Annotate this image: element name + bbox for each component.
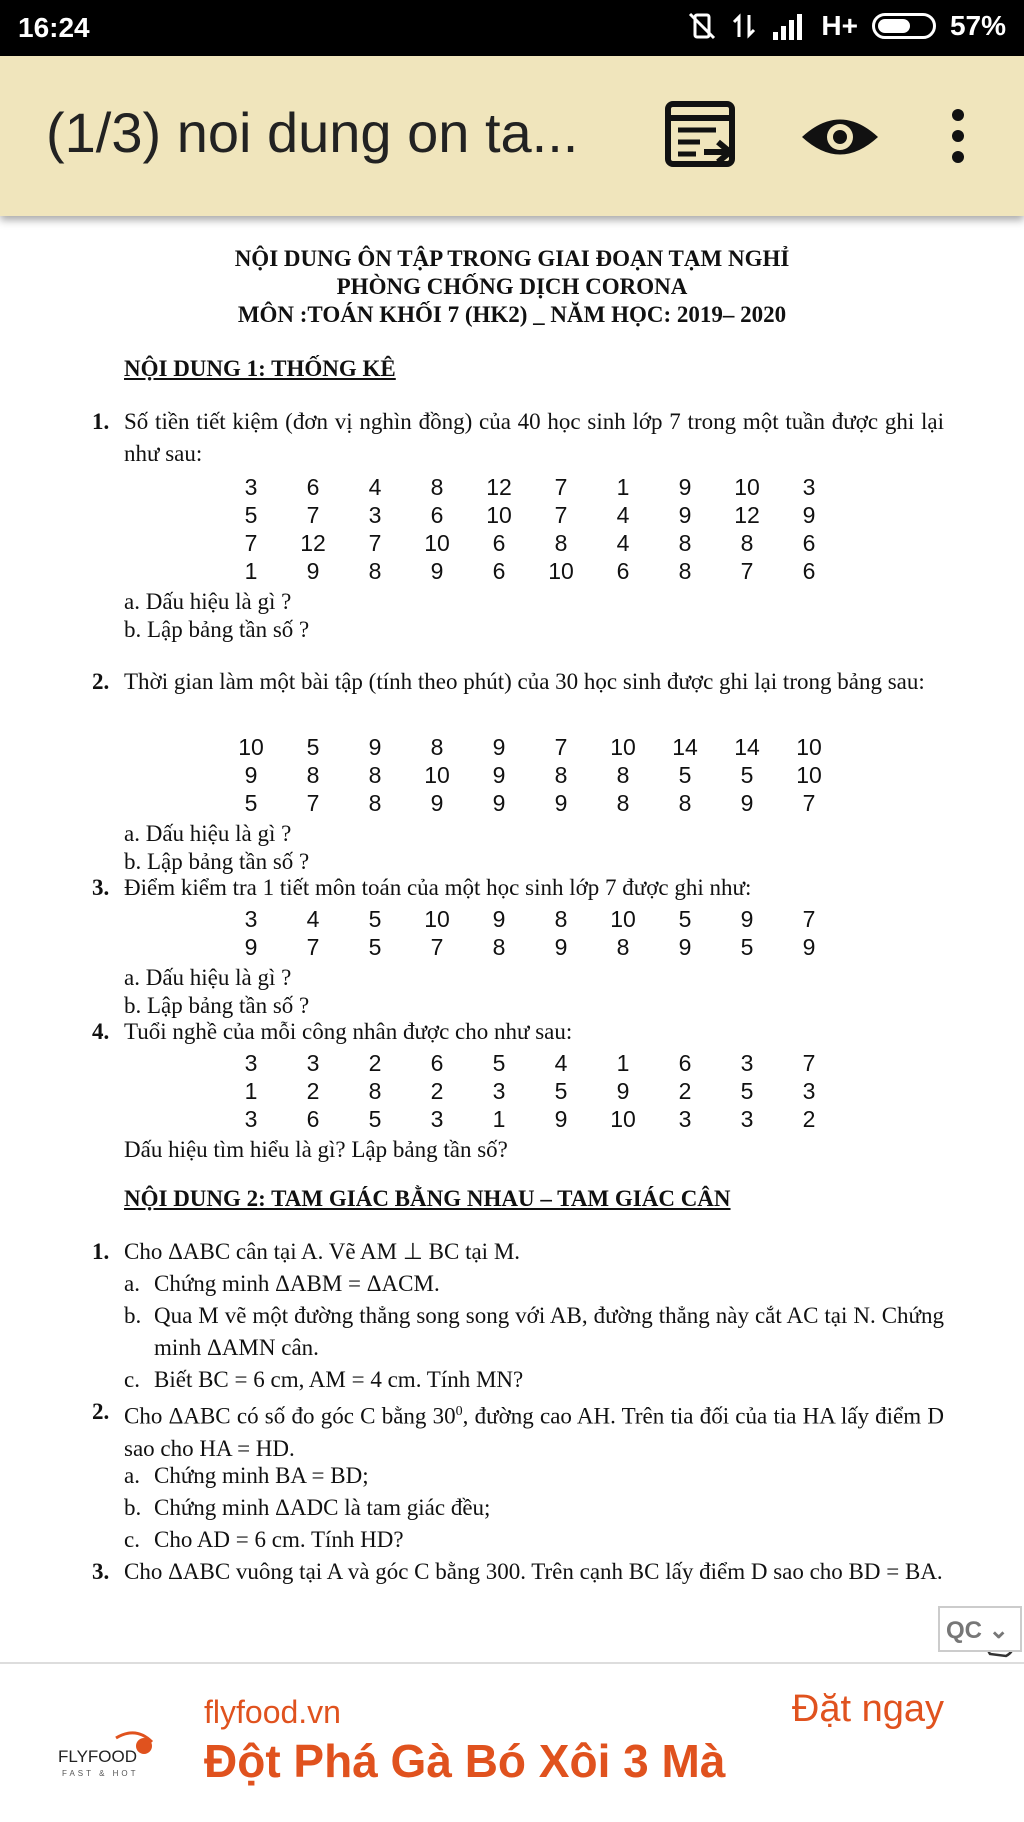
grid-cell: 5 xyxy=(244,502,258,528)
grid-row xyxy=(220,790,840,818)
part-text: Chứng minh BA = BD; xyxy=(154,1463,369,1488)
data-transfer-icon xyxy=(731,11,757,41)
grid-cell: 8 xyxy=(616,762,630,788)
grid-cell: 3 xyxy=(740,1106,754,1132)
grid-cell: 8 xyxy=(616,790,630,816)
grid-cell: 8 xyxy=(306,762,320,788)
grid-row xyxy=(220,530,840,558)
grid-cell: 5 xyxy=(678,906,692,932)
grid-cell: 9 xyxy=(554,790,568,816)
grid-row xyxy=(220,474,840,502)
s1-q2-part-b: b. Lập bảng tần số ? xyxy=(124,849,310,874)
grid-cell: 12 xyxy=(734,502,760,528)
grid-cell: 10 xyxy=(610,906,636,932)
grid-cell: 14 xyxy=(734,734,760,760)
grid-cell: 9 xyxy=(492,734,506,760)
grid-cell: 3 xyxy=(244,906,258,932)
s2-q2-part-b xyxy=(124,1492,944,1524)
s1-question-2 xyxy=(92,666,944,698)
grid-cell: 9 xyxy=(740,790,754,816)
grid-cell: 8 xyxy=(554,530,568,556)
grid-cell: 5 xyxy=(554,1078,568,1104)
ad-domain[interactable]: flyfood.vn xyxy=(204,1694,341,1730)
grid-cell: 8 xyxy=(554,906,568,932)
ad-banner[interactable] xyxy=(0,1662,1024,1822)
grid-cell: 1 xyxy=(244,558,258,584)
grid-cell: 3 xyxy=(244,1106,258,1132)
grid-cell: 2 xyxy=(430,1078,444,1104)
grid-cell: 10 xyxy=(734,474,760,500)
grid-cell: 7 xyxy=(802,790,816,816)
grid-cell: 8 xyxy=(740,530,754,556)
s2-question-3 xyxy=(92,1556,944,1588)
grid-cell: 3 xyxy=(492,1078,506,1104)
grid-cell: 4 xyxy=(616,530,630,556)
grid-cell: 9 xyxy=(430,790,444,816)
question-text xyxy=(124,1396,944,1465)
grid-cell: 12 xyxy=(486,474,512,500)
grid-cell: 4 xyxy=(616,502,630,528)
grid-cell: 9 xyxy=(244,934,258,960)
grid-cell: 5 xyxy=(740,762,754,788)
grid-cell: 1 xyxy=(492,1106,506,1132)
grid-cell: 3 xyxy=(802,474,816,500)
grid-cell: 8 xyxy=(678,558,692,584)
grid-cell: 9 xyxy=(430,558,444,584)
question-number: 1. xyxy=(92,409,110,434)
grid-row xyxy=(220,1050,840,1078)
s1-q3-part-a: a. Dấu hiệu là gì ? xyxy=(124,965,292,990)
grid-cell: 7 xyxy=(306,502,320,528)
grid-cell: 5 xyxy=(368,906,382,932)
s1-question-3 xyxy=(92,872,944,904)
grid-cell: 5 xyxy=(740,934,754,960)
grid-cell: 9 xyxy=(492,906,506,932)
grid-cell: 7 xyxy=(554,734,568,760)
grid-cell: 10 xyxy=(238,734,264,760)
flyfood-logo xyxy=(56,1724,166,1784)
s1-q3-part-b: b. Lập bảng tần số ? xyxy=(124,993,310,1018)
logo-text: FLYFOOD xyxy=(58,1747,138,1766)
grid-cell: 7 xyxy=(368,530,382,556)
grid-cell: 9 xyxy=(678,934,692,960)
grid-cell: 5 xyxy=(492,1050,506,1076)
s2-q1-part-b xyxy=(124,1300,944,1364)
part-text: Chứng minh ΔABM = ΔACM. xyxy=(154,1271,440,1296)
document-page[interactable] xyxy=(0,216,1024,1660)
grid-cell: 6 xyxy=(430,502,444,528)
doc-heading-3: MÔN :TOÁN KHỐI 7 (HK2) _ NĂM HỌC: 2019– 2020 xyxy=(237,302,787,327)
grid-cell: 10 xyxy=(548,558,574,584)
grid-cell: 6 xyxy=(492,558,506,584)
grid-cell: 8 xyxy=(430,734,444,760)
question-text: Thời gian làm một bài tập (tính theo phút) của 30 học sinh được ghi lại trong bảng sau: xyxy=(124,669,925,694)
grid-cell: 6 xyxy=(492,530,506,556)
grid-cell: 5 xyxy=(368,934,382,960)
chevron-down-icon: ⌄ xyxy=(988,1617,1009,1644)
s2-q1-part-c xyxy=(124,1364,944,1396)
grid-cell: 1 xyxy=(616,1050,630,1076)
grid-cell: 9 xyxy=(492,790,506,816)
doc-export-icon[interactable] xyxy=(664,100,740,176)
question-text-post: , đường cao AH. Trên tia đối của tia HA lấy điểm D sao cho HA = HD. xyxy=(124,1403,944,1461)
grid-cell: 7 xyxy=(740,558,754,584)
s1-q4-data-grid xyxy=(220,1050,840,1134)
grid-cell: 6 xyxy=(306,474,320,500)
more-vert-icon[interactable] xyxy=(948,108,968,164)
grid-cell: 3 xyxy=(244,1050,258,1076)
grid-cell: 8 xyxy=(678,790,692,816)
grid-row xyxy=(220,734,840,762)
status-time: 16:24 xyxy=(18,12,90,43)
ad-choice-badge[interactable] xyxy=(938,1606,1022,1652)
grid-row xyxy=(220,558,840,586)
vibrate-off-icon xyxy=(687,11,717,41)
question-number: 2. xyxy=(92,669,110,694)
s1-q4-ask: Dấu hiệu tìm hiểu là gì? Lập bảng tần số? xyxy=(124,1137,508,1162)
s2-question-1 xyxy=(92,1236,944,1268)
grid-cell: 9 xyxy=(368,734,382,760)
part-label: a. xyxy=(124,1271,140,1296)
ad-headline[interactable]: Đột Phá Gà Bó Xôi 3 Mà xyxy=(204,1735,726,1787)
grid-cell: 9 xyxy=(678,474,692,500)
battery-icon xyxy=(872,13,936,39)
grid-row xyxy=(220,934,840,962)
s1-q1-part-a: a. Dấu hiệu là gì ? xyxy=(124,589,292,614)
s2-q2-part-a xyxy=(124,1460,944,1492)
grid-cell: 8 xyxy=(616,934,630,960)
grid-cell: 9 xyxy=(802,934,816,960)
logo-subtext: FAST & HOT xyxy=(62,1769,139,1778)
grid-cell: 5 xyxy=(740,1078,754,1104)
grid-cell: 9 xyxy=(492,762,506,788)
grid-cell: 7 xyxy=(554,474,568,500)
grid-cell: 8 xyxy=(492,934,506,960)
doc-heading-1: NỘI DUNG ÔN TẬP TRONG GIAI ĐOẠN TẠM NGHỈ xyxy=(234,246,790,271)
grid-cell: 8 xyxy=(368,762,382,788)
question-text: Tuổi nghề của mỗi công nhân được cho như sau: xyxy=(124,1019,573,1044)
degree-sup: 0 xyxy=(455,1404,463,1419)
grid-cell: 6 xyxy=(678,1050,692,1076)
question-number: 3. xyxy=(92,1559,110,1584)
part-text: Qua M vẽ một đường thẳng song song với AB, đường thẳng này cắt AC tại N. Chứng minh ΔAMN cân. xyxy=(154,1303,944,1360)
grid-cell: 8 xyxy=(368,1078,382,1104)
grid-cell: 9 xyxy=(740,906,754,932)
question-text: Điểm kiểm tra 1 tiết môn toán của một học sinh lớp 7 được ghi như: xyxy=(124,875,752,900)
grid-cell: 9 xyxy=(678,502,692,528)
grid-cell: 9 xyxy=(306,558,320,584)
question-text: Cho ΔABC vuông tại A và góc C bằng 300. Trên cạnh BC lấy điểm D sao cho BD = BA. xyxy=(124,1559,943,1584)
question-text: Số tiền tiết kiệm (đơn vị nghìn đồng) của 40 học sinh lớp 7 trong một tuần được ghi lại như sau: xyxy=(124,409,944,466)
question-number: 2. xyxy=(92,1399,110,1424)
grid-cell: 10 xyxy=(796,734,822,760)
grid-cell: 6 xyxy=(306,1106,320,1132)
grid-cell: 4 xyxy=(368,474,382,500)
s1-q3-data-grid xyxy=(220,906,840,962)
grid-cell: 5 xyxy=(678,762,692,788)
grid-cell: 8 xyxy=(368,558,382,584)
grid-row xyxy=(220,762,840,790)
grid-cell: 10 xyxy=(610,734,636,760)
s1-q2-part-a: a. Dấu hiệu là gì ? xyxy=(124,821,292,846)
status-bar xyxy=(0,0,1024,56)
grid-cell: 9 xyxy=(802,502,816,528)
grid-cell: 4 xyxy=(554,1050,568,1076)
grid-cell: 3 xyxy=(368,502,382,528)
grid-cell: 6 xyxy=(802,558,816,584)
grid-cell: 5 xyxy=(306,734,320,760)
doc-heading-2: PHÒNG CHỐNG DỊCH CORONA xyxy=(336,274,688,299)
section-2-title: NỘI DUNG 2: TAM GIÁC BẰNG NHAU – TAM GIÁC CÂN xyxy=(124,1186,731,1211)
grid-cell: 2 xyxy=(678,1078,692,1104)
grid-cell: 9 xyxy=(616,1078,630,1104)
part-label: b. xyxy=(124,1303,142,1328)
document-title: (1/3) noi dung on ta... xyxy=(46,101,579,164)
grid-cell: 7 xyxy=(306,934,320,960)
question-text: Cho ΔABC cân tại A. Vẽ AM ⊥ BC tại M. xyxy=(124,1239,521,1264)
s1-question-4 xyxy=(92,1016,944,1048)
ad-badge-label: QC xyxy=(946,1617,982,1644)
grid-cell: 10 xyxy=(486,502,512,528)
part-label: a. xyxy=(124,1463,140,1488)
question-text-pre: Cho ΔABC có số đo góc C bằng 30 xyxy=(124,1403,456,1429)
grid-cell: 7 xyxy=(244,530,258,556)
status-icons xyxy=(687,10,1006,42)
part-text: Chứng minh ΔADC là tam giác đều; xyxy=(154,1495,491,1520)
grid-cell: 8 xyxy=(430,474,444,500)
grid-cell: 9 xyxy=(554,1106,568,1132)
grid-cell: 2 xyxy=(306,1078,320,1104)
section-1-title: NỘI DUNG 1: THỐNG KÊ xyxy=(124,356,396,381)
grid-cell: 6 xyxy=(616,558,630,584)
grid-cell: 3 xyxy=(430,1106,444,1132)
grid-cell: 6 xyxy=(430,1050,444,1076)
grid-row xyxy=(220,1078,840,1106)
grid-cell: 4 xyxy=(306,906,320,932)
grid-cell: 3 xyxy=(678,1106,692,1132)
grid-cell: 10 xyxy=(424,906,450,932)
s1-question-1 xyxy=(92,406,944,470)
battery-percent: 57% xyxy=(949,10,1006,41)
grid-row xyxy=(220,502,840,530)
grid-cell: 3 xyxy=(802,1078,816,1104)
grid-cell: 2 xyxy=(368,1050,382,1076)
app-bar xyxy=(0,56,1024,216)
grid-cell: 5 xyxy=(368,1106,382,1132)
grid-cell: 5 xyxy=(244,790,258,816)
grid-cell: 1 xyxy=(616,474,630,500)
part-label: b. xyxy=(124,1495,142,1520)
part-label: c. xyxy=(124,1367,140,1392)
grid-cell: 12 xyxy=(300,530,326,556)
s1-q2-data-grid xyxy=(220,734,840,818)
grid-cell: 9 xyxy=(244,762,258,788)
grid-cell: 6 xyxy=(802,530,816,556)
grid-cell: 10 xyxy=(796,762,822,788)
grid-cell: 3 xyxy=(306,1050,320,1076)
grid-cell: 7 xyxy=(802,1050,816,1076)
question-number: 1. xyxy=(92,1239,110,1264)
grid-cell: 3 xyxy=(740,1050,754,1076)
s2-q1-part-a xyxy=(124,1268,944,1300)
grid-cell: 8 xyxy=(368,790,382,816)
grid-cell: 2 xyxy=(802,1106,816,1132)
grid-cell: 14 xyxy=(672,734,698,760)
grid-cell: 8 xyxy=(678,530,692,556)
signal-icon xyxy=(771,12,807,40)
grid-cell: 8 xyxy=(554,762,568,788)
grid-cell: 7 xyxy=(430,934,444,960)
question-number: 4. xyxy=(92,1019,110,1044)
grid-row xyxy=(220,1106,840,1134)
s1-q1-part-b: b. Lập bảng tần số ? xyxy=(124,617,310,642)
grid-cell: 1 xyxy=(244,1078,258,1104)
part-label: c. xyxy=(124,1527,140,1552)
grid-row xyxy=(220,906,840,934)
grid-cell: 10 xyxy=(424,530,450,556)
network-type: H+ xyxy=(821,10,858,41)
grid-cell: 3 xyxy=(244,474,258,500)
part-text: Cho AD = 6 cm. Tính HD? xyxy=(154,1527,404,1552)
s2-q2-part-c xyxy=(124,1524,944,1556)
ad-cta-button[interactable]: Đặt ngay xyxy=(791,1688,944,1730)
grid-cell: 9 xyxy=(554,934,568,960)
grid-cell: 10 xyxy=(424,762,450,788)
eye-icon[interactable] xyxy=(800,112,880,162)
s1-q1-data-grid xyxy=(220,474,840,586)
grid-cell: 7 xyxy=(306,790,320,816)
s2-question-2 xyxy=(92,1396,944,1465)
question-number: 3. xyxy=(92,875,110,900)
part-text: Biết BC = 6 cm, AM = 4 cm. Tính MN? xyxy=(154,1367,524,1392)
grid-cell: 10 xyxy=(610,1106,636,1132)
grid-cell: 7 xyxy=(802,906,816,932)
grid-cell: 7 xyxy=(554,502,568,528)
